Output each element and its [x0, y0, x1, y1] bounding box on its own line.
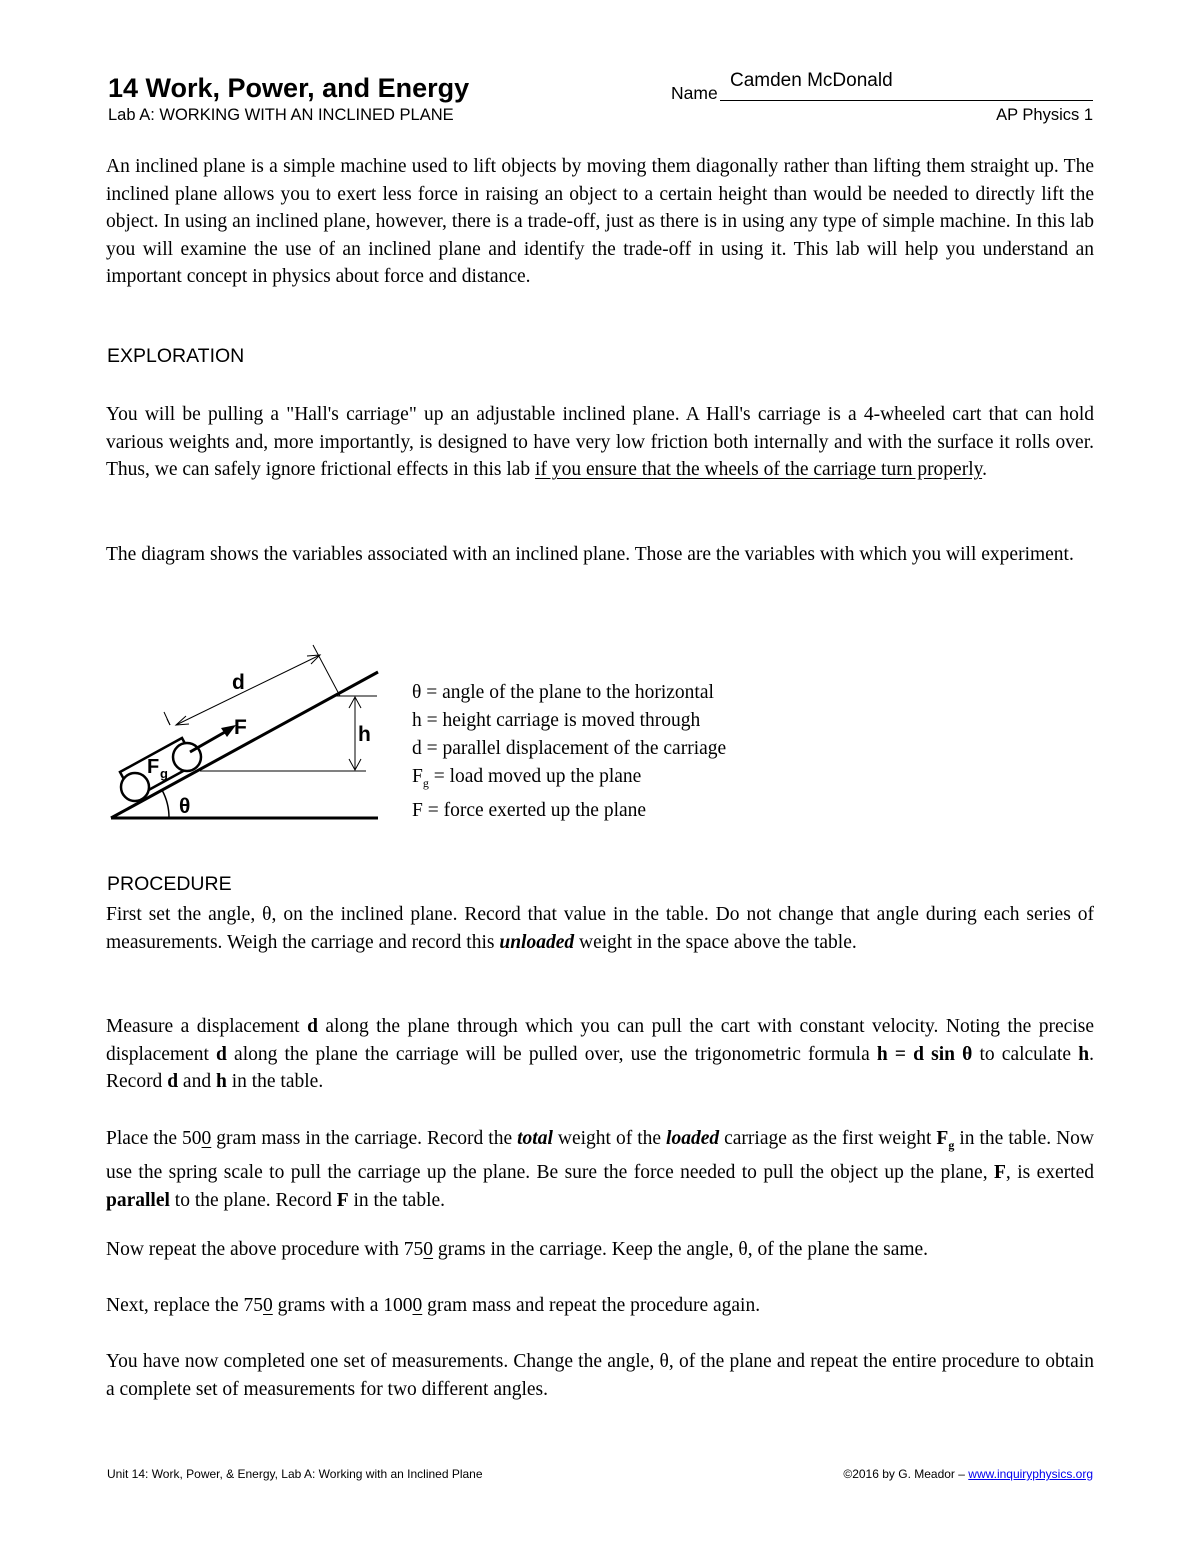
angle-arc	[162, 790, 169, 818]
carriage-wheel	[121, 773, 149, 801]
name-field-value[interactable]: Camden McDonald	[730, 70, 893, 91]
exploration-paragraph-2: The diagram shows the variables associated with an inclined plane. Those are the variables with which you will experiment.	[106, 544, 1074, 565]
diagram-legend	[412, 679, 726, 825]
friction-warning: if you ensure that the wheels of the carriage turn properly	[535, 459, 983, 481]
label-h: h	[358, 723, 371, 746]
procedure-paragraph-3: Place the 500 gram mass in the carriage. Record the total weight of the loaded carriage as the first weight $F_g$ in the table. Now use the spring scale to pull the carriage up the plane. Be sure the force needed to pull the object up the plane, F, is exerted parallel to the plane. Record F in the table.	[106, 1128, 1095, 1212]
label-Fg: F	[147, 756, 160, 778]
procedure-paragraph-4: Now repeat the above procedure with 750 grams in the carriage. Keep the angle, θ, of the plane the same.	[106, 1239, 929, 1260]
course-label: AP Physics 1	[996, 106, 1093, 124]
procedure-paragraph-6: You have now completed one set of measurements. Change the angle, θ, of the plane and repeat the entire procedure to obtain a complete set of measurements for two different angles.	[106, 1351, 1094, 1400]
name-label: Name	[671, 83, 718, 103]
legend-fg: $F_g$ = load moved up the plane	[412, 766, 642, 790]
label-F: F	[234, 716, 247, 739]
label-d: d	[232, 671, 245, 694]
exploration-paragraph-1: You will be pulling a "Hall's carriage" up an adjustable inclined plane. A Hall's carriage is a 4-wheeled cart that can hold various weights and, more importantly, is designed to have very low friction both internally and with the surface it rolls over. Thus, we can safely ignore frictional effects in this lab if you ensure that the wheels of the carriage turn properly.	[106, 404, 1094, 481]
procedure-paragraph-1: First set the angle, θ, on the inclined plane. Record that value in the table. Do not change that angle during each series of measurements. Weigh the carriage and record this unloaded weight in the space above the table.	[106, 904, 1094, 953]
exploration-heading: EXPLORATION	[107, 345, 245, 367]
lab-subtitle: Lab A: WORKING WITH AN INCLINED PLANE	[108, 106, 454, 124]
legend-d: d = parallel displacement of the carriage	[412, 738, 727, 759]
procedure-heading: PROCEDURE	[107, 873, 232, 895]
name-field-line[interactable]	[720, 100, 1093, 101]
label-Fg-sub: g	[160, 766, 168, 781]
website-link[interactable]: www.inquiryphysics.org	[968, 1467, 1093, 1481]
inclined-plane-diagram	[100, 640, 390, 830]
legend-theta: θ = angle of the plane to the horizontal	[412, 682, 714, 703]
legend-f: F = force exerted up the plane	[412, 799, 647, 821]
legend-h: h = height carriage is moved through	[412, 710, 701, 731]
intro-paragraph: An inclined plane is a simple machine used to lift objects by moving them diagonally rather than lifting them straight up. The inclined plane allows you to exert less force in raising an object to a certain height than would be needed to directly lift the object. In using an inclined plane, however, there is a trade-off, just as there is in using any type of simple machine. In this lab you will examine the use of an inclined plane and identify the trade-off in using it. This lab will help you understand an important concept in physics about force and distance.	[106, 156, 1094, 288]
footer-unit-label: Unit 14: Work, Power, & Energy, Lab A: Working with an Inclined Plane	[107, 1467, 483, 1481]
procedure-paragraph-2: Measure a displacement d along the plane through which you can pull the cart with constant velocity. Noting the precise displacement d along the plane the carriage will be pulled over, use the trigonometric formula h = d sin θ to calculate h. Record d and h in the table.	[106, 1016, 1094, 1093]
page-title: 14 Work, Power, and Energy	[108, 73, 470, 103]
label-theta: θ	[179, 795, 191, 818]
procedure-paragraph-5: Next, replace the 750 grams with a 1000 gram mass and repeat the procedure again.	[106, 1295, 761, 1316]
footer-copyright: ©2016 by G. Meador – www.inquiryphysics.org	[843, 1467, 1093, 1481]
